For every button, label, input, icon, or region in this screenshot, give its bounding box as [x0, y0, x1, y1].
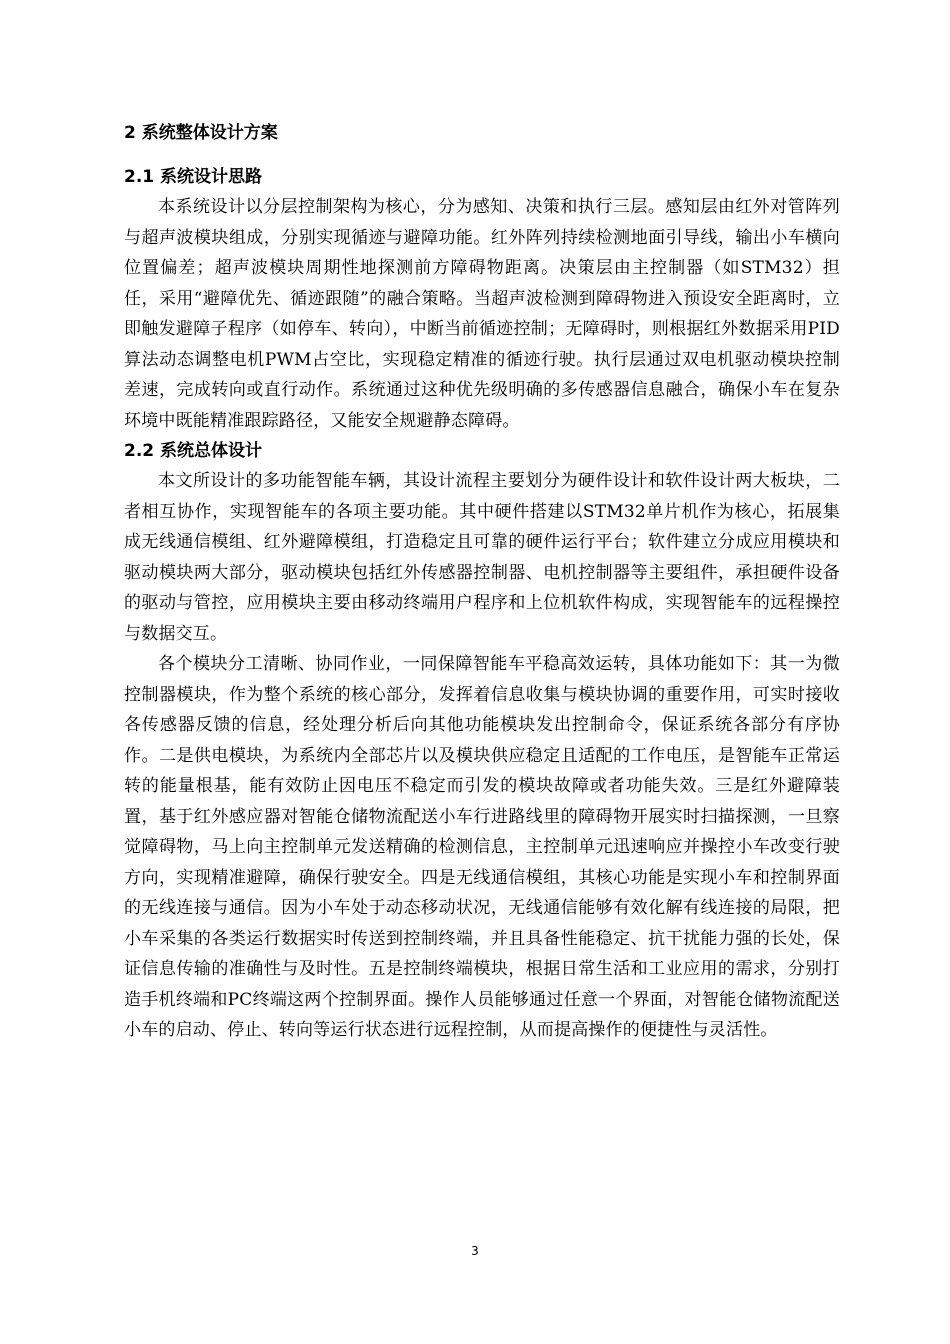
- paragraph-2-2-2: 各个模块分工清晰、协同作业，一同保障智能车平稳高效运转，具体功能如下：其一为微控制器模块，作为整个系统的核心部分，发挥着信息收集与模块协调的重要作用，可实时接收各传感器反馈的信息，经处理分析后向其他功能模块发出控制命令，保证系统各部分有序协作。二是供电模块，为系统内全部芯片以及模块供应稳定且适配的工作电压，是智能车正常运转的能量根基，能有效防止因电压不稳定而引发的模块故障或者功能失效。三是红外避障装置，基于红外感应器对智能仓储物流配送小车行进路线里的障碍物开展实时扫描探测，一旦察觉障碍物，马上向主控制单元发送精确的检测信息，主控制单元迅速响应并操控小车改变行驶方向，实现精准避障，确保行驶安全。四是无线通信模组，其核心功能是实现小车和控制界面的无线连接与通信。因为小车处于动态移动状况，无线通信能够有效化解有线连接的局限，把小车采集的各类运行数据实时传送到控制终端，并且具备性能稳定、抗干扰能力强的长处，保证信息传输的准确性与及时性。五是控制终端模块，根据日常生活和工业应用的需求，分别打造手机终端和PC终端这两个控制界面。操作人员能够通过任意一个界面，对智能仓储物流配送小车的启动、停止、转向等运行状态进行远程控制，从而提高操作的便捷性与灵活性。: [124, 654, 840, 1040]
- section-heading-2-1: 2.1 系统设计思路: [124, 167, 263, 187]
- chapter-heading: 2 系统整体设计方案: [124, 123, 278, 143]
- document-page: [124, 118, 840, 1046]
- page-number: 3: [471, 1244, 479, 1258]
- section-heading-2-2: 2.2 系统总体设计: [124, 441, 263, 461]
- paragraph-2-2-1: 本文所设计的多功能智能车辆，其设计流程主要划分为硬件设计和软件设计两大板块，二者相互协作，实现智能车的各项主要功能。其中硬件搭建以STM32单片机作为核心，拓展集成无线通信模组、红外避障模组，打造稳定且可靠的硬件运行平台；软件建立分成应用模块和驱动模块两大部分，驱动模块包括红外传感器控制器、电机控制器等主要组件，承担硬件设备的驱动与管控，应用模块主要由移动终端用户程序和上位机软件构成，实现智能车的远程操控与数据交互。: [124, 471, 840, 644]
- paragraph-2-1-1: 本系统设计以分层控制架构为核心，分为感知、决策和执行三层。感知层由红外对管阵列与超声波模块组成，分别实现循迹与避障功能。红外阵列持续检测地面引导线，输出小车横向位置偏差；超声波模块周期性地探测前方障碍物距离。决策层由主控制器（如STM32）担任，采用“避障优先、循迹跟随”的融合策略。当超声波检测到障碍物进入预设安全距离时，立即触发避障子程序（如停车、转向），中断当前循迹控制；无障碍时，则根据红外数据采用PID算法动态调整电机PWM占空比，实现稳定精准的循迹行驶。执行层通过双电机驱动模块控制差速，完成转向或直行动作。系统通过这种优先级明确的多传感器信息融合，确保小车在复杂环境中既能精准跟踪路径，又能安全规避静态障碍。: [124, 197, 840, 431]
